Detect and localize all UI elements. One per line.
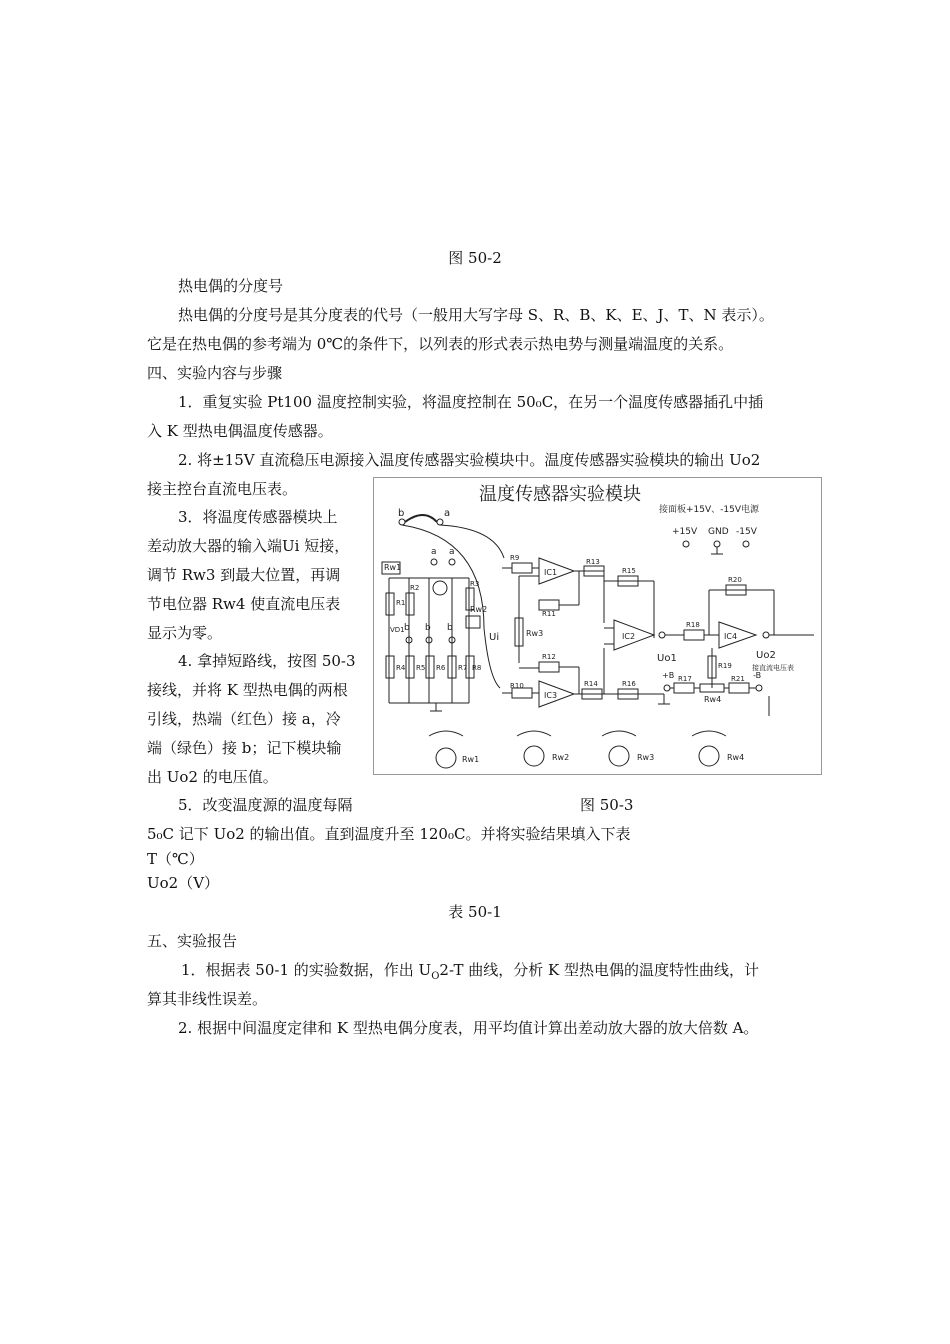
step-3-line: 节电位器 Rw4 使直流电压表 <box>147 595 341 613</box>
knob-rw2 <box>517 731 569 766</box>
step-4-line: 出 Uo2 的电压值。 <box>147 768 278 786</box>
figure-title: 温度传感器实验模块 <box>479 484 641 505</box>
svg-text:R9: R9 <box>510 554 520 562</box>
step-4-line: 4. 拿掉短路线，按图 50-3 <box>178 652 356 670</box>
report-1-line: 1．根据表 50-1 的实验数据，作出 $U_O2-T$ 曲线，分析 K 型热电偶的温度特性曲线，计 <box>181 961 760 982</box>
report-2-line: 2. 根据中间温度定律和 K 型热电偶分度表，用平均值计算出差动放大器的放大倍数 A。 <box>178 1019 759 1037</box>
svg-text:R12: R12 <box>542 653 556 661</box>
ui-label: Ui <box>489 632 500 643</box>
paragraph-line: 热电偶的分度号是其分度表的代号（一般用大写字母 S、R、B、K、E、J、T、N 表示）。 <box>178 306 774 324</box>
step-4-line: 接线，并将 K 型热电偶的两根 <box>147 681 348 699</box>
figure-50-2-caption: 图 50-2 <box>448 249 502 267</box>
svg-text:R17: R17 <box>678 675 692 683</box>
section-heading-5: 五、实验报告 <box>147 932 238 950</box>
svg-text:Rw3: Rw3 <box>637 753 655 762</box>
report-1-line: 算其非线性误差。 <box>147 990 268 1008</box>
power-label-plus: +15V <box>672 527 698 537</box>
knob-rw3 <box>602 731 654 766</box>
rt-sensor <box>433 581 447 595</box>
table-row-label-uo2: Uo2（V） <box>147 874 220 892</box>
step-4-line: 端（绿色）接 b；记下模块输 <box>147 739 342 757</box>
knob-rw1 <box>429 731 479 768</box>
svg-text:a: a <box>431 547 437 557</box>
svg-text:VD1: VD1 <box>390 626 405 634</box>
step-3-line: 差动放大器的输入端Ui 短接， <box>147 537 350 555</box>
power-terminal <box>714 541 720 547</box>
svg-text:R7: R7 <box>458 664 468 672</box>
svg-text:IC3: IC3 <box>544 691 558 700</box>
uo2-note: 接直流电压表 <box>752 664 794 672</box>
svg-text:R14: R14 <box>584 680 598 688</box>
svg-text:R11: R11 <box>542 610 556 618</box>
step-3-line: 显示为零。 <box>147 624 223 642</box>
step-5-line: 5．改变温度源的温度每隔 <box>178 796 353 814</box>
plus-b-label: +B <box>662 671 675 680</box>
terminal-b-label: b <box>398 508 405 519</box>
svg-text:R15: R15 <box>622 567 636 575</box>
svg-text:IC4: IC4 <box>724 632 738 641</box>
svg-text:R5: R5 <box>416 664 426 672</box>
power-note: 接面板+15V、-15V电源 <box>659 505 760 515</box>
power-label-minus: -15V <box>736 527 757 537</box>
terminal-a-label: a <box>444 508 451 519</box>
power-terminal <box>683 541 689 547</box>
svg-text:a: a <box>449 547 455 557</box>
table-row-label-t: T（℃） <box>147 850 204 868</box>
svg-text:R21: R21 <box>731 675 745 683</box>
step-1-line: 入 K 型热电偶温度传感器。 <box>147 422 333 440</box>
terminal-b <box>399 519 405 525</box>
svg-text:R8: R8 <box>472 664 482 672</box>
svg-text:Rw4: Rw4 <box>704 695 722 704</box>
svg-text:R6: R6 <box>436 664 446 672</box>
step-5-line: 5₀C 记下 Uo2 的输出值。直到温度升至 120₀C。并将实验结果填入下表 <box>147 825 631 843</box>
step-1-line: 1．重复实验 Pt100 温度控制实验，将温度控制在 50₀C，在另一个温度传感器插孔中插 <box>178 393 764 411</box>
svg-text:Rw4: Rw4 <box>727 753 745 762</box>
uo1-label: Uo1 <box>657 653 677 664</box>
step-2-line: 接主控台直流电压表。 <box>147 480 298 498</box>
terminal-a <box>437 519 443 525</box>
svg-text:R20: R20 <box>728 576 742 584</box>
svg-text:R18: R18 <box>686 621 700 629</box>
step-4-line: 引线，热端（红色）接 a，冷 <box>147 710 341 728</box>
paragraph-line: 它是在热电偶的参考端为 0℃的条件下，以列表的形式表示热电势与测量端温度的关系。 <box>147 335 734 353</box>
svg-text:Rw2: Rw2 <box>470 605 488 614</box>
svg-text:R10: R10 <box>510 682 524 690</box>
rw2-pot <box>466 616 480 628</box>
svg-text:b: b <box>404 623 410 633</box>
section-heading-4: 四、实验内容与步骤 <box>147 364 283 382</box>
minus-b-label: -B <box>753 671 762 680</box>
table-50-1-caption: 表 50-1 <box>448 903 502 921</box>
svg-text:Rw1: Rw1 <box>462 755 480 764</box>
power-terminal <box>743 541 749 547</box>
svg-text:Rw3: Rw3 <box>526 629 544 638</box>
svg-text:R13: R13 <box>586 558 600 566</box>
knob-rw4 <box>692 731 744 766</box>
svg-text:IC2: IC2 <box>622 632 636 641</box>
svg-text:IC1: IC1 <box>544 568 558 577</box>
svg-text:R1: R1 <box>396 599 406 607</box>
svg-text:b: b <box>425 623 431 633</box>
uo2-label: Uo2 <box>756 650 776 661</box>
svg-text:b: b <box>447 623 453 633</box>
figure-50-3-circuit <box>373 477 822 775</box>
svg-text:Rw1: Rw1 <box>384 563 402 572</box>
step-3-line: 调节 Rw3 到最大位置，再调 <box>147 566 341 584</box>
step-2-line: 2. 将±15V 直流稳压电源接入温度传感器实验模块中。温度传感器实验模块的输出 Uo2 <box>178 451 761 469</box>
svg-text:R2: R2 <box>410 584 420 592</box>
heading-thermocouple-index: 热电偶的分度号 <box>178 277 284 295</box>
step-3-line: 3．将温度传感器模块上 <box>178 508 338 526</box>
svg-text:R3: R3 <box>470 580 480 588</box>
svg-text:R16: R16 <box>622 680 636 688</box>
power-label-gnd: GND <box>708 527 729 537</box>
svg-text:R19: R19 <box>718 662 732 670</box>
svg-text:R4: R4 <box>396 664 406 672</box>
svg-text:Rw2: Rw2 <box>552 753 570 762</box>
figure-50-3-caption: 图 50-3 <box>580 796 634 814</box>
